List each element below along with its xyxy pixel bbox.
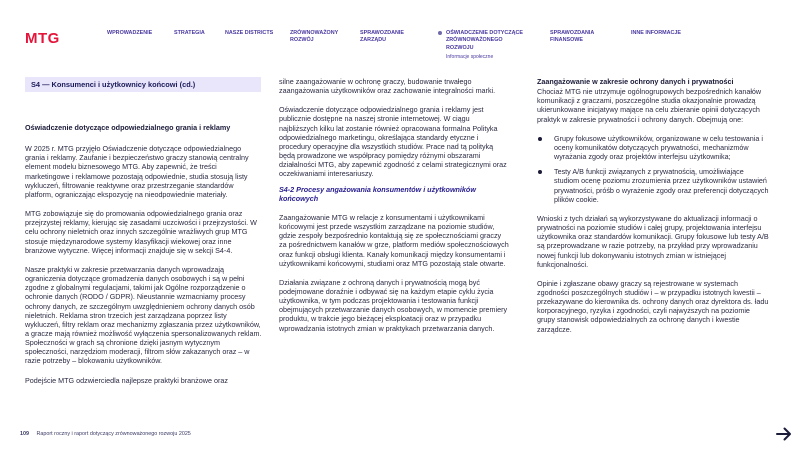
nav-label-line: SPRAWOZDANIE: [360, 30, 405, 36]
page-number: 109: [20, 431, 29, 437]
nav-item-sprawozdania-finansowe[interactable]: [550, 30, 594, 45]
bullet-list: [537, 134, 769, 204]
paragraph: Oświadczenie dotyczące odpowiedzialnego grania i reklamy jest publicznie dostępne na naszej stronie internetowej. W ciągu najbliższych kilku lat zostanie również opracowana formalna Polityka odpowiedzialnego marketingu, określająca standardy etyczne i procedury operacyjne dla wszystkich studiów. Prace nad tą polityką będą prowadzone we współpracy pomiędzy różnymi obszarami działalności MTG, aby zapewnić zgodność z celami strategicznymi oraz oczekiwaniami interesariuszy.: [279, 105, 507, 179]
nav-item-oswiadczenie-zrownowazonego-rozwoju[interactable]: [446, 30, 523, 52]
column-1: [25, 123, 263, 395]
paragraph: Wnioski z tych działań są wykorzystywane do aktualizacji informacji o prywatności na poziomie studiów i całej grupy, projektowania interfejsu użytkownika oraz standardów komunikacji. Grupy fokusowe lub testy A/B są przeprowadzane w razie potrzeby, na przykład przy wprowadzaniu nowej funkcji lub dokonywaniu istotnych zmian w istniejącej funkcjonalności.: [537, 213, 769, 269]
nav-label-line: ROZWÓJ: [290, 37, 314, 44]
nav-item-sprawozdanie-zarzadu[interactable]: [360, 30, 404, 45]
top-navigation: [0, 30, 800, 70]
page-footer: [20, 431, 191, 437]
nav-subsection-label[interactable]: Informacje społeczne: [446, 54, 494, 60]
nav-item-strategia[interactable]: STRATEGIA: [174, 30, 205, 36]
nav-item-zrownowazony-rozwoj[interactable]: [290, 30, 338, 45]
nav-item-wprowadzenie[interactable]: WPROWADZENIE: [107, 30, 153, 36]
nav-label-line: ZARZĄDU: [360, 37, 387, 44]
paragraph: MTG zobowiązuje się do promowania odpowiedzialnego grania oraz przejrzystej reklamy, kierując się zasadami uczciwości i przejrzystości. W celu ochrony nieletnich oraz innych szczególnie wrażliwych grup MTG stosuje międzynarodowe systemy klasyfikacji wiekowej oraz inne branżowe wytyczne. Więcej informacji znajduje się w sekcji S4-4.: [25, 209, 257, 255]
section-heading: Zaangażowanie w zakresie ochrony danych i prywatności: [537, 77, 734, 86]
list-item: Grupy fokusowe użytkowników, organizowane w celu testowania i oceny komunikatów dotyczących prywatności, mechanizmów wyrażania zgody oraz projektów interfejsu użytkownika;: [537, 134, 769, 161]
paragraph: Zaangażowanie MTG w relacje z konsumentami i użytkownikami końcowymi jest przede wszystkim zarządzane na poziomie studiów, gdzie zespoły bezpośrednio kontaktują się ze społecznościami graczy za pośrednictwem kanałów w grze, platform mediów społecznościowych oraz funkcji obsługi klienta. Kanały komunikacji między konsumentami i użytkownikami końcowymi, studiami oraz MTG pozostają stale otwarte.: [279, 212, 509, 268]
nav-item-nasze-districts[interactable]: NASZE DISTRICTS: [225, 30, 274, 36]
nav-label-line: SPRAWOZDANIA: [550, 30, 595, 36]
arrow-right-icon[interactable]: [776, 427, 792, 441]
column-3: [537, 77, 769, 344]
column-2: [279, 77, 510, 343]
nav-item-inne-informacje[interactable]: INNE INFORMACJE: [631, 30, 682, 36]
paragraph: W 2025 r. MTG przyjęło Oświadczenie dotyczące odpowiedzialnego grania i reklamy. Zaufanie i bezpieczeństwo graczy stanowią centralny element modelu biznesowego MTG. Aby zapewnić, że treści marketingowe i reklamowe pozostają odpowiednie, studia stosują listy wykluczeń, filtrowanie reaktywne oraz przestrzeganie standardów platform, ograniczając ekspozycję na nieodpowiednie materiały.: [25, 144, 249, 199]
paragraph: Opinie i zgłaszane obawy graczy są rejestrowane w systemach zgodności poszczególnych studiów i – w przypadku istotnych kwestii – przekazywane do kierownika ds. ochrony danych oraz dyrektora ds. ładu korporacyjnego, ryzyka i zgodności, czyli najwyższych na poziomie grupy stanowisk odpowiedzialnych za ochronę danych i kwestie zarządcze.: [537, 278, 769, 334]
paragraph: Działania związane z ochroną danych i prywatnością mogą być podejmowane doraźnie i odbywać się na każdym etapie cyklu życia użytkownika, w tym podczas projektowania i testowania funkcji obejmujących przetwarzanie danych osobowych, w momencie premiery produktu, w trakcie jego bieżącej eksploatacji oraz w przypadku wprowadzania istotnych zmian w praktykach przetwarzania danych.: [279, 277, 508, 333]
paragraph: Podejście MTG odzwierciedla najlepsze praktyki branżowe oraz: [25, 375, 228, 385]
section-heading: Oświadczenie dotyczące odpowiedzialnego grania i reklamy: [25, 123, 231, 132]
list-item: Testy A/B funkcji związanych z prywatnością, umożliwiające studiom ocenę poziomu zrozumienia przez użytkowników ustawień prywatności, próśb o wyrażenie zgody oraz preferencji dotyczących plików cookie.: [537, 167, 769, 204]
nav-label-line: OŚWIADCZENIE DOTYCZĄCE: [446, 30, 523, 36]
nav-label-line: FINANSOWE: [550, 37, 583, 44]
paragraph: Chociaż MTG nie utrzymuje ogólnogrupowych bezpośrednich kanałów komunikacji z graczami, poszczególne studia okazjonalnie prowadzą ukierunkowane inicjatywy mające na celu zbieranie opinii dotyczących praktyk w zakresie prywatności i ochrony danych. Obejmują one:: [537, 87, 762, 124]
paragraph: silne zaangażowanie w ochronę graczy, budowanie trwałego zaangażowania użytkowników oraz zachowanie integralności marki.: [279, 77, 496, 96]
mtg-logo[interactable]: MTG: [25, 30, 60, 47]
report-title: Raport roczny i raport dotyczący zrównoważonego rozwoju 2025: [36, 431, 191, 437]
section-tab: S4 — Konsumenci i użytkownicy końcowi (cd.): [25, 77, 261, 92]
nav-label-line: ZRÓWNOWAŻONY: [290, 30, 339, 36]
paragraph: Nasze praktyki w zakresie przetwarzania danych wprowadzają ograniczenia dotyczące gromadzenia danych osobowych i są w pełni zgodne z globalnymi regulacjami, takimi jak Ogólne rozporządzenie o ochronie danych (RODO / GDPR). Nieustannie wzmacniamy procesy ochrony danych, ze szczególnym uwzględnieniem ochrony danych osób nieletnich. Reklama stron trzecich jest zarządzana poprzez listy wykluczeń, filtry reklam oraz mechanizmy zgłaszania przez użytkowników, a gracze mają również możliwość wyłączenia spersonalizowanych reklam. Społeczności w grach są chronione dzięki jasnym wytycznym społeczności, narzędziom moderacji, filtrom słów zakazanych oraz – w razie potrzeby – blokowaniu użytkowników.: [25, 264, 262, 366]
nav-label-line: ROZWOJU: [446, 44, 474, 51]
nav-label-line: ZRÓWNOWAŻONEGO: [446, 37, 503, 44]
section-heading: S4-2 Procesy angażowania konsumentów i użytkowników końcowych: [279, 184, 476, 203]
